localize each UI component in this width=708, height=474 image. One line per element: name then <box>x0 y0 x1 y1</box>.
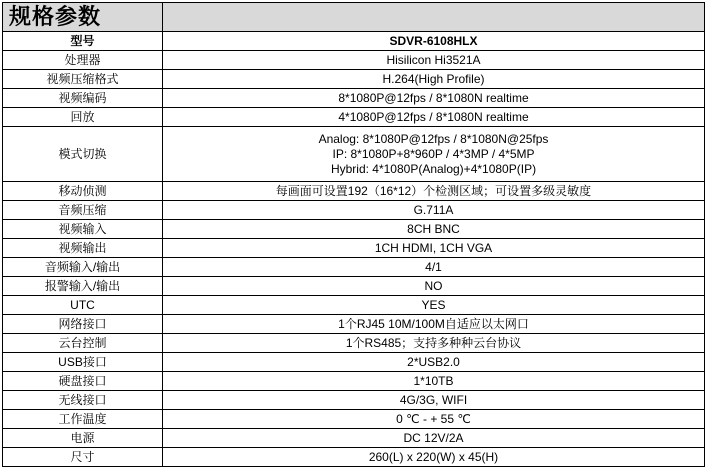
spec-label: 回放 <box>3 108 163 127</box>
mode-line-ip: IP: 8*1080P+8*960P / 4*3MP / 4*5MP <box>332 146 535 161</box>
spec-value: 8CH BNC <box>163 220 705 239</box>
spec-value: YES <box>163 296 705 315</box>
spec-label: 音频输入/输出 <box>3 258 163 277</box>
spec-row-power <box>3 429 705 448</box>
spec-label: 视频输入 <box>3 220 163 239</box>
spec-row-mode-switch <box>3 127 705 182</box>
spec-value: 2*USB2.0 <box>163 353 705 372</box>
mode-line-hybrid: Hybrid: 4*1080P(Analog)+4*1080P(IP) <box>330 161 537 176</box>
spec-value: 每画面可设置192（16*12）个检测区域；可设置多级灵敏度 <box>163 182 705 201</box>
spec-label: 云台控制 <box>3 334 163 353</box>
spec-value: DC 12V/2A <box>163 429 705 448</box>
spec-row-ptz <box>3 334 705 353</box>
spec-row-network <box>3 315 705 334</box>
model-header-row <box>3 32 705 51</box>
spec-value: Hisilicon Hi3521A <box>163 51 705 70</box>
spec-label: 模式切换 <box>3 127 163 182</box>
spec-value: 8*1080P@12fps / 8*1080N realtime <box>163 89 705 108</box>
model-label: 型号 <box>3 32 163 51</box>
spec-value: 260(L) x 220(W) x 45(H) <box>163 448 705 467</box>
spec-row-audio-io <box>3 258 705 277</box>
spec-label: 工作温度 <box>3 410 163 429</box>
spec-value: 1个RS485；支持多种种云台协议 <box>163 334 705 353</box>
spec-value: 4/1 <box>163 258 705 277</box>
spec-value: H.264(High Profile) <box>163 70 705 89</box>
spec-row-wireless <box>3 391 705 410</box>
spec-label: 视频压缩格式 <box>3 70 163 89</box>
spec-table <box>2 2 705 467</box>
title-row <box>3 3 705 32</box>
spec-label: 网络接口 <box>3 315 163 334</box>
spec-value: 0 ℃ - + 55 ℃ <box>163 410 705 429</box>
spec-label: 音频压缩 <box>3 201 163 220</box>
spec-label: 视频编码 <box>3 89 163 108</box>
title-blank-cell <box>163 3 705 32</box>
spec-value: 1个RJ45 10M/100M自适应以太网口 <box>163 315 705 334</box>
spec-value: NO <box>163 277 705 296</box>
spec-label: 硬盘接口 <box>3 372 163 391</box>
spec-label: UTC <box>3 296 163 315</box>
spec-value-multiline <box>163 127 705 182</box>
spec-row-motion-detection <box>3 182 705 201</box>
spec-value: 1CH HDMI, 1CH VGA <box>163 239 705 258</box>
spec-row-audio-compression <box>3 201 705 220</box>
model-value: SDVR-6108HLX <box>163 32 705 51</box>
spec-value: G.711A <box>163 201 705 220</box>
spec-row-processor <box>3 51 705 70</box>
spec-row-hdd <box>3 372 705 391</box>
spec-label: USB接口 <box>3 353 163 372</box>
spec-label: 无线接口 <box>3 391 163 410</box>
spec-row-video-encoding <box>3 89 705 108</box>
spec-label: 处理器 <box>3 51 163 70</box>
spec-label: 报警输入/输出 <box>3 277 163 296</box>
spec-value: 4*1080P@12fps / 8*1080N realtime <box>163 108 705 127</box>
spec-row-video-output <box>3 239 705 258</box>
page-title: 规格参数 <box>3 3 163 32</box>
spec-row-dimensions <box>3 448 705 467</box>
spec-row-video-compression <box>3 70 705 89</box>
spec-label: 视频输出 <box>3 239 163 258</box>
spec-label: 移动侦测 <box>3 182 163 201</box>
spec-label: 尺寸 <box>3 448 163 467</box>
spec-row-alarm-io <box>3 277 705 296</box>
spec-label: 电源 <box>3 429 163 448</box>
mode-line-analog: Analog: 8*1080P@12fps / 8*1080N@25fps <box>318 131 549 146</box>
spec-row-temperature <box>3 410 705 429</box>
spec-value: 4G/3G, WIFI <box>163 391 705 410</box>
spec-row-usb <box>3 353 705 372</box>
spec-value: 1*10TB <box>163 372 705 391</box>
spec-row-utc <box>3 296 705 315</box>
spec-row-video-input <box>3 220 705 239</box>
spec-row-playback <box>3 108 705 127</box>
